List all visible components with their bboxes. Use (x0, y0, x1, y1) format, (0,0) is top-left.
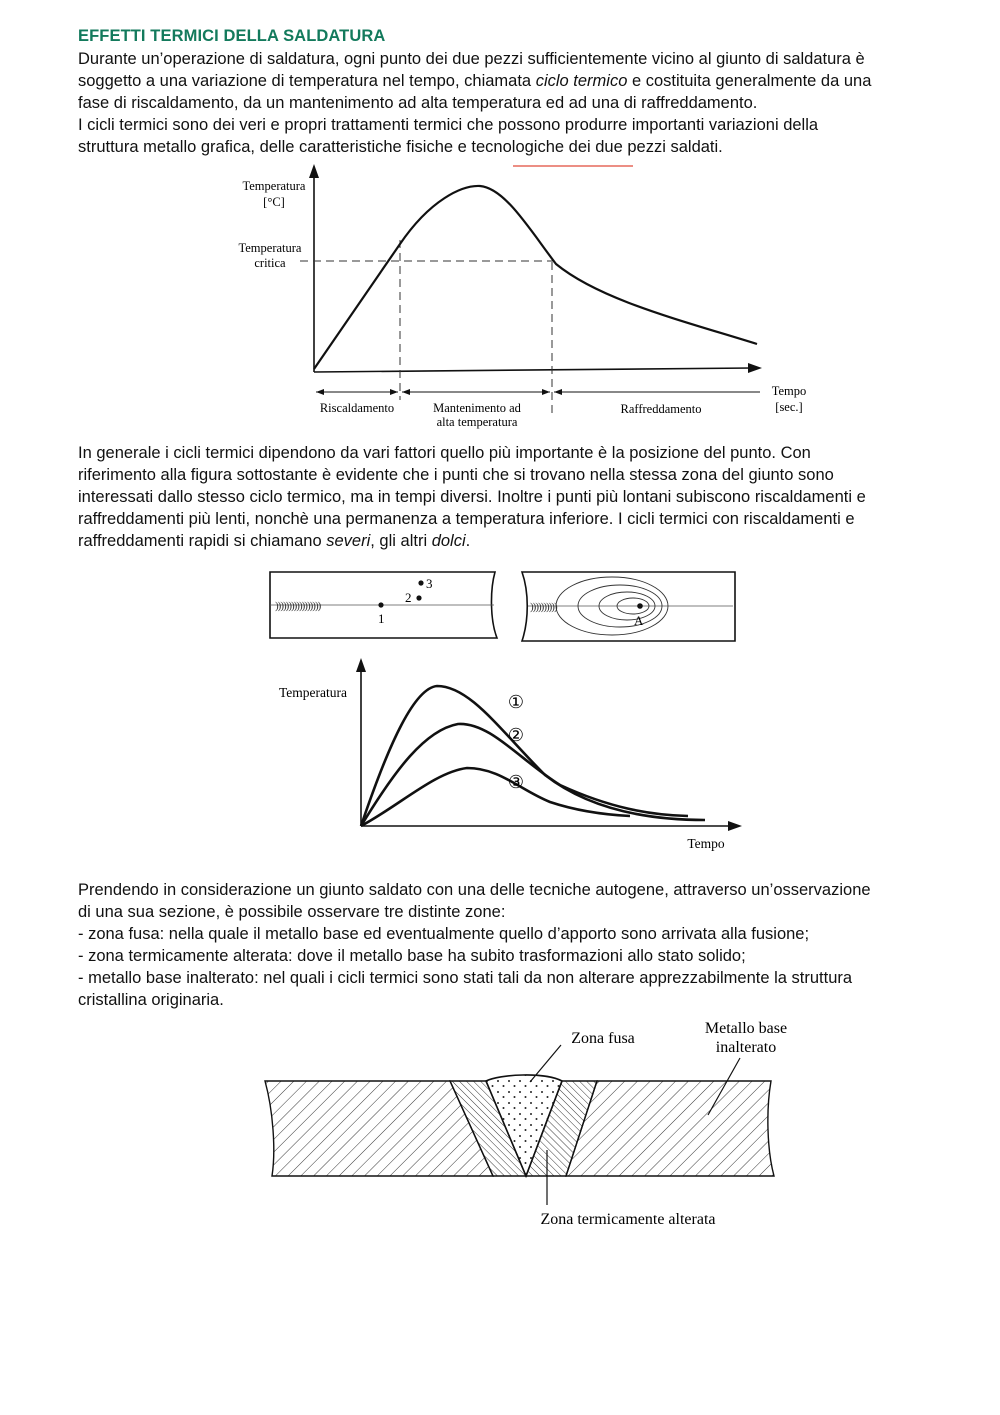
curve-3-label: ③ (507, 772, 525, 792)
weld-ripples: ))))))))))))))))) (275, 600, 321, 612)
paragraph-line: Prendendo in considerazione un giunto saldato con una delle tecniche autogene, attraverso un’osservazione (78, 881, 871, 899)
isotherm (578, 585, 662, 627)
paragraph-line: di una sua sezione, è possibile osservare tre distinte zone: (78, 903, 506, 921)
point-2-dot (416, 595, 421, 600)
list-item: - metallo base inalterato: nel quali i cicli termici sono stati tali da non alterare apprezzabilmente la struttura (78, 969, 853, 987)
paragraph-text: raffreddamenti rapidi si chiamano (78, 532, 327, 550)
curve-2 (361, 724, 688, 826)
point-1-label: 1 (378, 611, 385, 626)
x-axis-arrow (748, 363, 762, 373)
x-axis-label: Tempo (771, 384, 807, 398)
point-1-dot (378, 602, 383, 607)
phase-label-holding: Mantenimento ad (433, 401, 521, 415)
point-3-dot (418, 580, 423, 585)
intro-line: fase di riscaldamento, da un mantenimento ad alta temperatura ed ad una di raffreddamento. (78, 94, 758, 112)
paragraph-line (78, 530, 978, 552)
x-axis-label: Tempo (687, 836, 725, 851)
base-metal-right (566, 1081, 774, 1176)
paragraph-text: , gli altri (370, 532, 432, 550)
paragraph-line: interessati dallo stesso ciclo termico, ma in tempi diversi. Inoltre i punti più lontani subiscono riscaldamenti e (78, 488, 866, 506)
intro-line: struttura metallo grafica, delle caratteristiche fisiche e tecnologiche dei due pezzi saldati. (78, 138, 723, 156)
intro-text: soggetto a una variazione di temperatura nel tempo, chiamata (78, 72, 536, 90)
y-axis-unit: [°C] (263, 195, 285, 209)
y-axis-arrow (356, 658, 366, 672)
base-metal-left (265, 1081, 493, 1176)
arrowhead (316, 389, 324, 395)
curve-1-label: ① (507, 692, 525, 712)
isotherm (599, 592, 655, 620)
y-axis-label: Temperatura (242, 179, 306, 193)
base-metal-label: inalterato (715, 1039, 777, 1056)
y-axis-arrow (309, 164, 319, 178)
fusion-zone-label: Zona fusa (571, 1030, 635, 1047)
arrowhead (542, 389, 550, 395)
factors-paragraph (78, 442, 978, 552)
isotherm (617, 598, 649, 614)
zones-paragraph (78, 879, 978, 1011)
intro-line: I cicli termici sono dei veri e propri trattamenti termici che possono produrre importanti variazioni della (78, 116, 819, 134)
intro-line: Durante un’operazione di saldatura, ogni punto dei due pezzi sufficientemente vicino al giunto di saldatura è (78, 50, 865, 68)
intro-emphasis: ciclo termico (535, 72, 628, 90)
phase-label-holding: alta temperatura (436, 415, 518, 429)
paragraph-line: raffreddamenti più lenti, nonchè una permanenza a temperatura inferiore. I cicli termici con riscaldamenti e (78, 510, 855, 528)
curve-1 (361, 686, 705, 826)
fusion-zone (486, 1075, 562, 1176)
paragraph-line: cristallina originaria. (78, 991, 224, 1009)
intro-text: e costituita generalmente da una (627, 72, 872, 90)
point-a-dot (637, 603, 643, 609)
isotherm (556, 577, 668, 635)
leader-line (708, 1058, 740, 1115)
paragraph-line: riferimento alla figura sottostante è evidente che i punti che si trovano nella stessa zona del giunto sono (78, 466, 834, 484)
critical-temp-label: Temperatura (238, 241, 302, 255)
list-item: - zona fusa: nella quale il metallo base ed eventualmente quello d’apporto sono arrivata alla fusione; (78, 925, 810, 943)
phase-label-heating: Riscaldamento (319, 401, 395, 415)
paragraph-text: . (465, 532, 471, 550)
x-axis (314, 368, 752, 372)
arrowhead (554, 389, 562, 395)
base-metal-label: Metallo base (704, 1020, 788, 1037)
curve-2-label: ② (507, 725, 525, 745)
y-axis-label: Temperatura (278, 685, 348, 700)
thermal-cycle-curve (314, 186, 757, 369)
intro-line (78, 70, 978, 92)
haz-label: Zona termicamente alterata (540, 1211, 716, 1228)
emphasis-severi: severi (326, 532, 371, 550)
curve-3 (361, 768, 630, 826)
weld-ripples: )))))))))) (530, 601, 557, 613)
arrowhead (390, 389, 398, 395)
x-axis-unit: [sec.] (775, 400, 803, 414)
point-3-label: 3 (426, 576, 433, 591)
paragraph-line: In generale i cicli termici dipendono da vari fattori quello più importante è la posizione del punto. Con (78, 444, 811, 462)
right-plate (522, 572, 735, 641)
page-title: EFFETTI TERMICI DELLA SALDATURA (78, 27, 386, 45)
left-plate (270, 572, 497, 638)
list-item: - zona termicamente alterata: dove il metallo base ha subito trasformazioni allo stato solido; (78, 947, 746, 965)
x-axis-arrow (728, 821, 742, 831)
haz-left (450, 1081, 526, 1176)
phase-label-cooling: Raffreddamento (620, 402, 702, 416)
intro-paragraph (78, 48, 978, 158)
point-a-label: A (634, 613, 644, 628)
arrowhead (402, 389, 410, 395)
haz-right (526, 1081, 597, 1176)
critical-temp-label: critica (254, 256, 286, 270)
leader-line (530, 1045, 561, 1082)
emphasis-dolci: dolci (431, 532, 466, 550)
point-2-label: 2 (405, 590, 412, 605)
